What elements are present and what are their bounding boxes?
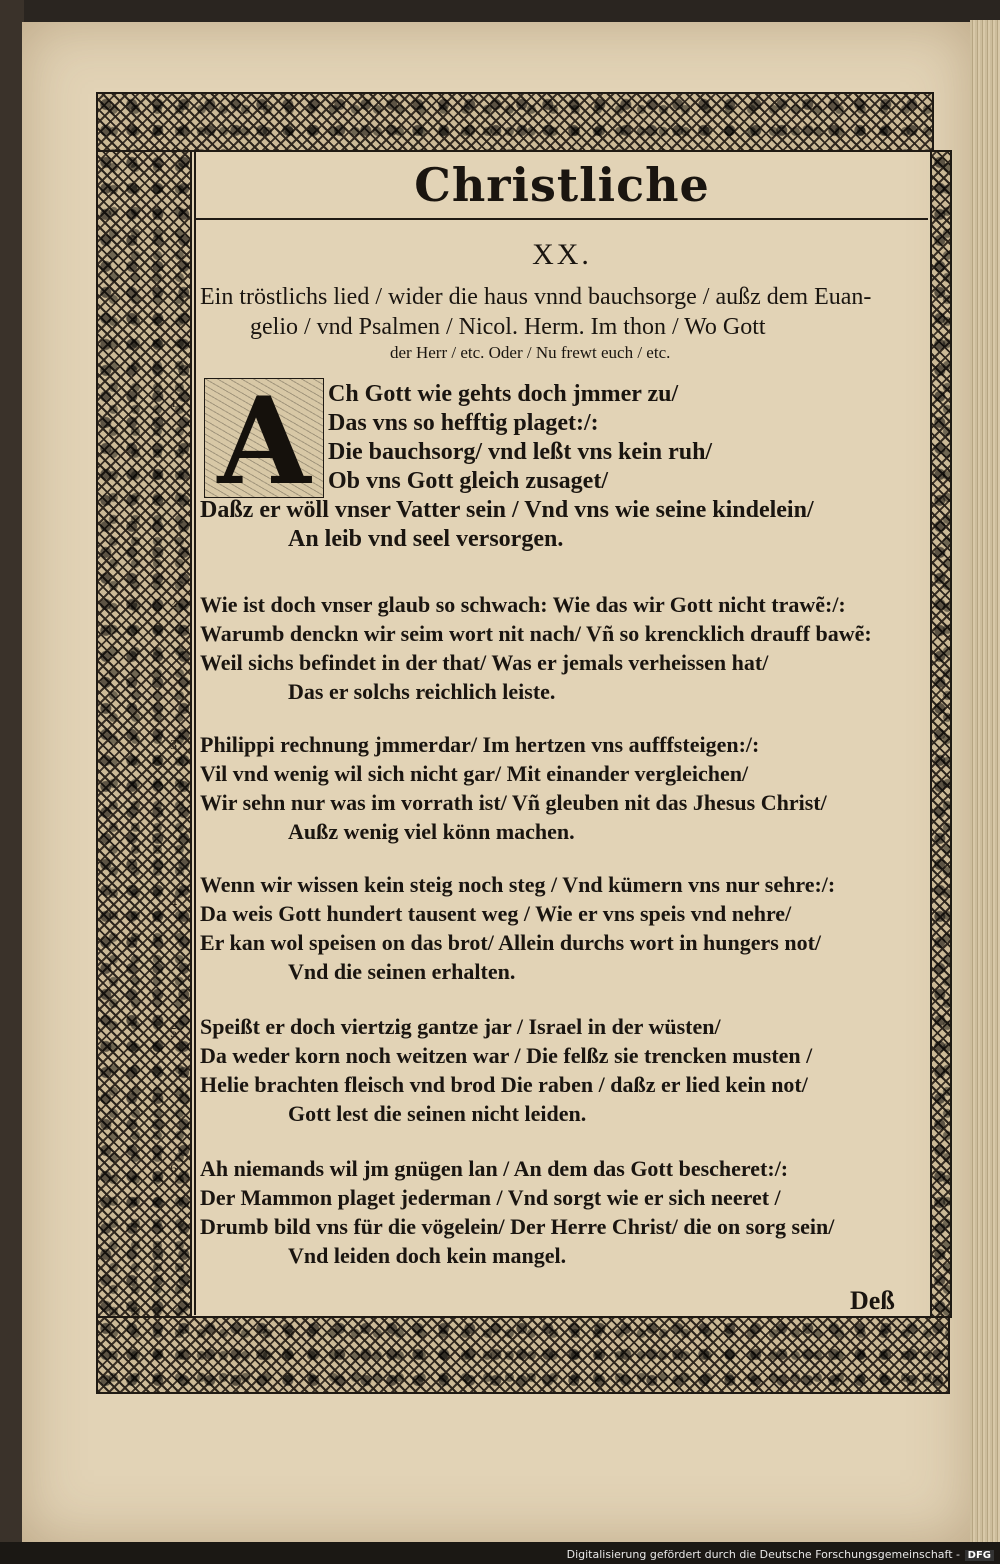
stanza-3-line-2: Vil vnd wenig wil sich nicht gar/ Mit einander vergleichen/ bbox=[200, 761, 749, 786]
stanza-5-line-1: Speißt er doch viertzig gantze jar / Israel in der wüsten/ bbox=[200, 1014, 721, 1039]
book-binding bbox=[0, 0, 24, 1564]
stanza-number-6: 6 bbox=[170, 1162, 177, 1177]
stanza-4 bbox=[200, 870, 928, 986]
stanza-5-line-3: Helie brachten fleisch vnd brod Die raben / daßz er lied kein not/ bbox=[200, 1072, 808, 1097]
stanza-6-line-4: Vnd leiden doch kein mangel. bbox=[288, 1243, 567, 1268]
stanza-2 bbox=[200, 590, 928, 706]
stanza-1-line-3: Die bauchsorg/ vnd leßt vns kein ruh/ bbox=[328, 439, 713, 465]
stanza-6-line-2: Der Mammon plaget jederman / Vnd sorgt wie er sich neeret / bbox=[200, 1185, 781, 1210]
stanza-3-line-4: Außz wenig viel könn machen. bbox=[288, 819, 575, 844]
stanza-4-line-2: Da weis Gott hundert tausent weg / Wie er vns speis vnd nehre/ bbox=[200, 901, 792, 926]
dfg-logo: DFG bbox=[965, 1550, 994, 1561]
stanza-1-line-6: An leib vnd seel versorgen. bbox=[288, 526, 564, 552]
stanza-1-line-5: Daßz er wöll vnser Vatter sein / Vnd vns wie seine kindelein/ bbox=[200, 497, 814, 523]
stanza-5-line-4: Gott lest die seinen nicht leiden. bbox=[288, 1101, 587, 1126]
stanza-number-3: 3 bbox=[170, 738, 177, 753]
intro-line-1: Ein tröstlichs lied / wider die haus vnnd bauchsorge / außz dem Euan- bbox=[200, 284, 872, 310]
ornamental-border-right bbox=[930, 150, 952, 1318]
ornamental-border-bottom bbox=[96, 1316, 950, 1394]
stanza-1-line-2: Das vns so hefftig plaget:/: bbox=[328, 410, 599, 436]
song-intro bbox=[200, 282, 928, 364]
stanza-2-line-4: Das er solchs reichlich leiste. bbox=[288, 679, 556, 704]
stanza-6-line-3: Drumb bild vns für die vögelein/ Der Herre Christ/ die on sorg sein/ bbox=[200, 1214, 835, 1239]
page-edges bbox=[970, 20, 1000, 1550]
stanza-6-line-1: Ah niemands wil jm gnügen lan / An dem das Gott bescheret:/: bbox=[200, 1156, 789, 1181]
intro-line-2: gelio / vnd Psalmen / Nicol. Herm. Im thon / Wo Gott bbox=[250, 314, 766, 340]
stanza-number-4: 4 bbox=[170, 896, 177, 911]
catchword: Deß bbox=[850, 1286, 895, 1315]
stanza-4-line-3: Er kan wol speisen on das brot/ Allein durchs wort in hungers not/ bbox=[200, 930, 822, 955]
song-number: XX. bbox=[532, 238, 592, 271]
stanza-5 bbox=[200, 1012, 928, 1128]
stanza-5-line-2: Da weder korn noch weitzen war / Die felßz sie trencken musten / bbox=[200, 1043, 813, 1068]
stanza-6 bbox=[200, 1154, 928, 1270]
stanza-2-line-2: Warumb denckn wir seim wort nit nach/ Vñ so krencklich drauff bawẽ: bbox=[200, 621, 872, 646]
stanza-1-line-4: Ob vns Gott gleich zusaget/ bbox=[328, 468, 608, 494]
stanza-1 bbox=[200, 380, 928, 554]
title-rule bbox=[196, 218, 928, 220]
stanza-3-line-3: Wir sehn nur was im vorrath ist/ Vñ gleuben nit das Jhesus Christ/ bbox=[200, 790, 827, 815]
footer-bar bbox=[0, 1542, 1000, 1564]
stanza-3-line-1: Philippi rechnung jmmerdar/ Im hertzen vns aufffsteigen:/: bbox=[200, 732, 760, 757]
initial-letter: A bbox=[217, 371, 311, 512]
stanza-1-line-1: Ch Gott wie gehts doch jmmer zu/ bbox=[328, 381, 679, 407]
ornamental-border-top bbox=[96, 92, 934, 152]
stanza-number-5: 5 bbox=[170, 1026, 177, 1041]
ornamental-border-left bbox=[96, 150, 192, 1318]
stanza-4-line-4: Vnd die seinen erhalten. bbox=[288, 959, 516, 984]
stanza-2-line-3: Weil sichs befindet in der that/ Was er jemals verheissen hat/ bbox=[200, 650, 769, 675]
stanza-number-1: 1 bbox=[170, 396, 177, 411]
intro-line-3: der Herr / etc. Oder / Nu frewt euch / etc. bbox=[390, 343, 671, 362]
stanza-number-2: 2 bbox=[170, 596, 177, 611]
stanza-4-line-1: Wenn wir wissen kein steig noch steg / Vnd kümern vns nur sehre:/: bbox=[200, 872, 836, 897]
stanza-3 bbox=[200, 730, 928, 846]
page-heading: Christliche bbox=[414, 158, 710, 212]
stanza-2-line-1: Wie ist doch vnser glaub so schwach: Wie das wir Gott nicht trawẽ:/: bbox=[200, 592, 846, 617]
footer-credit: Digitalisierung gefördert durch die Deutsche Forschungsgemeinschaft - bbox=[566, 1548, 960, 1561]
